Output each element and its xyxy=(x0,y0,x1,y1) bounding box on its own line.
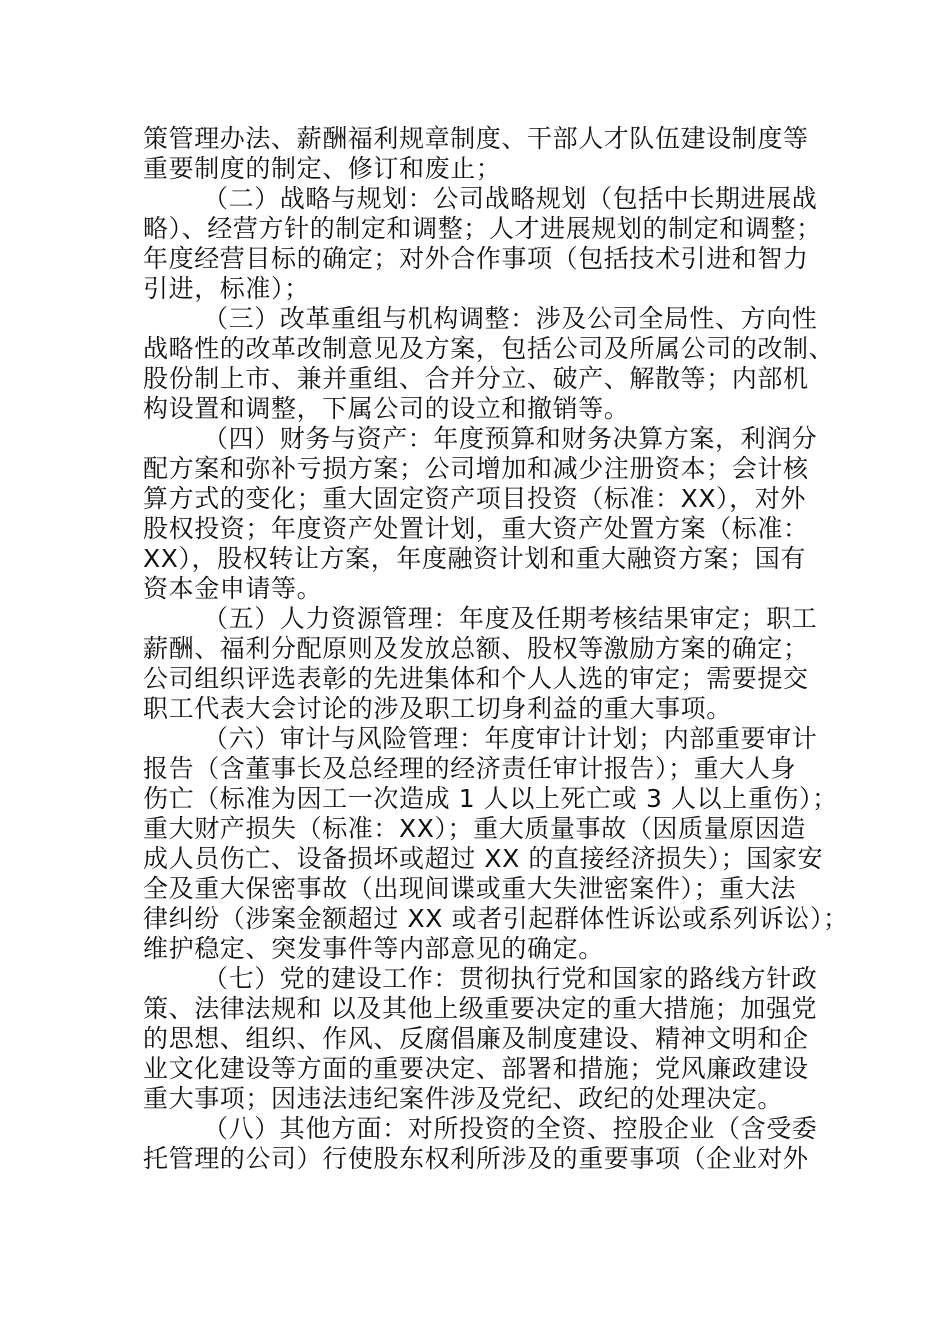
text-line: 年度经营目标的确定；对外合作事项（包括技术引进和智力 xyxy=(143,244,809,273)
text-line: 略）、经营方针的制定和调整；人才进展规划的制定和调整； xyxy=(143,214,822,243)
text-line: 公司组织评选表彰的先进集体和个人人选的审定；需要提交 xyxy=(143,664,809,693)
text-line: 配方案和弥补亏损方案；公司增加和减少注册资本；会计核 xyxy=(143,454,809,483)
section-heading-line: （八）其他方面：对所投资的全资、控股企业（含受委 xyxy=(203,1114,818,1143)
text-line: 战略性的改革改制意见及方案，包括公司及所属公司的改制、 xyxy=(143,334,835,363)
text-line: 维护稳定、突发事件等内部意见的确定。 xyxy=(143,934,604,963)
section-heading-line: （四）财务与资产：年度预算和财务决算方案，利润分 xyxy=(203,424,818,453)
text-line: 重大事项；因违法违纪案件涉及党纪、政纪的处理决定。 xyxy=(143,1084,784,1113)
text-line: 成人员伤亡、设备损坏或超过 XX 的直接经济损失）；国家安 xyxy=(143,844,824,873)
text-line: 算方式的变化；重大固定资产项目投资（标准：XX），对外 xyxy=(143,484,806,513)
section-heading-line: （五）人力资源管理：年度及任期考核结果审定；职工 xyxy=(203,604,818,633)
text-line: 策、法律法规和 以及其他上级重要决定的重大措施；加强党 xyxy=(143,994,818,1023)
text-line: XX），股权转让方案，年度融资计划和重大融资方案；国有 xyxy=(143,544,806,573)
text-line: 股权投资；年度资产处置计划，重大资产处置方案（标准： xyxy=(143,514,809,543)
section-heading-line: （六）审计与风险管理：年度审计计划；内部重要审计 xyxy=(203,724,818,753)
text-line: 伤亡（标准为因工一次造成 1 人以上死亡或 3 人以上重伤）； xyxy=(143,784,838,813)
text-line: 引进，标准）； xyxy=(143,274,310,303)
text-line: 托管理的公司）行使股东权利所涉及的重要事项（企业对外 xyxy=(143,1144,809,1173)
section-heading-line: （三）改革重组与机构调整：涉及公司全局性、方向性 xyxy=(203,304,818,333)
text-line: 重大财产损失（标准：XX）；重大质量事故（因质量原因造 xyxy=(143,814,806,843)
text-line: 的思想、组织、作风、反腐倡廉及制度建设、精神文明和企 xyxy=(143,1024,809,1053)
text-line: 构设置和调整，下属公司的设立和撤销等。 xyxy=(143,394,630,423)
text-line: 重要制度的制定、修订和废止； xyxy=(143,154,502,183)
text-line: 业文化建设等方面的重要决定、部署和措施；党风廉政建设 xyxy=(143,1054,809,1083)
text-line: 律纠纷（涉案金额超过 XX 或者引起群体性诉讼或系列诉讼）； xyxy=(143,904,849,933)
text-line: 报告（含董事长及总经理的经济责任审计报告）；重大人身 xyxy=(143,754,797,783)
text-line: 薪酬、福利分配原则及发放总额、股权等激励方案的确定； xyxy=(143,634,809,663)
section-heading-line: （二）战略与规划：公司战略规划（包括中长期进展战 xyxy=(203,184,818,213)
text-line: 股份制上市、兼并重组、合并分立、破产、解散等；内部机 xyxy=(143,364,809,393)
text-line: 全及重大保密事故（出现间谍或重大失泄密案件）；重大法 xyxy=(143,874,797,903)
text-line: 策管理办法、薪酬福利规章制度、干部人才队伍建设制度等 xyxy=(143,124,809,153)
section-heading-line: （七）党的建设工作：贯彻执行党和国家的路线方针政 xyxy=(203,964,818,993)
text-line: 资本金申请等。 xyxy=(143,574,323,603)
text-line: 职工代表大会讨论的涉及职工切身利益的重大事项。 xyxy=(143,694,732,723)
